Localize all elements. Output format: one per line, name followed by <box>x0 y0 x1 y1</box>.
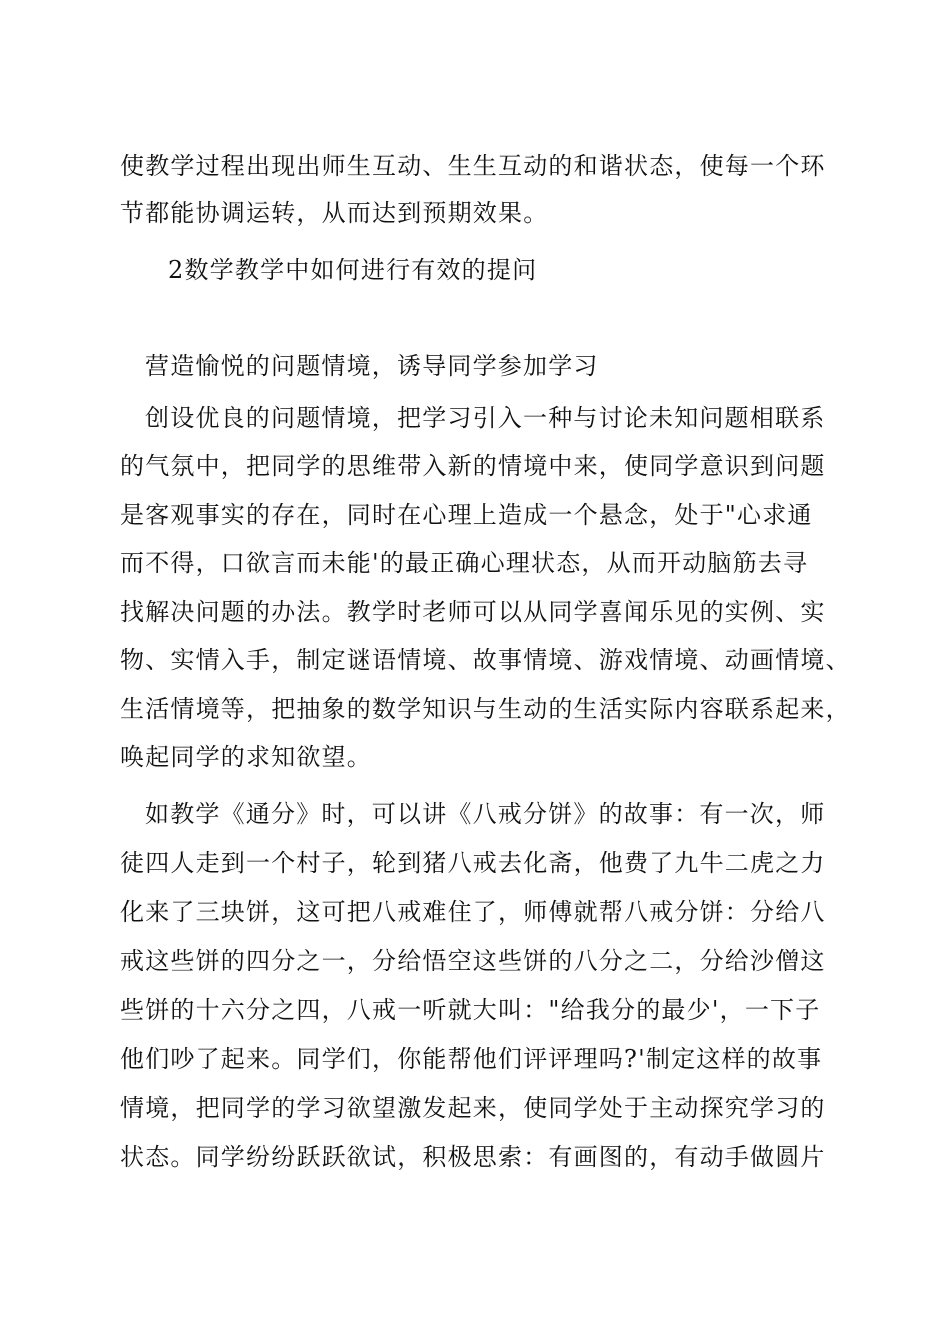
paragraph-2-line-6: 他们吵了起来。同学们，你能帮他们评评理吗?'制定这样的故事 <box>120 1045 823 1073</box>
paragraph-1-line-7: 生活情境等，把抽象的数学知识与生动的生活实际内容联系起来， <box>120 695 851 723</box>
paragraph-1-line-3: 是客观事实的存在，同时在心理上造成一个悬念，处于"心求通 <box>120 501 813 529</box>
paragraph-2-line-1: 如教学《通分》时，可以讲《八戒分饼》的故事：有一次，师 <box>145 800 826 828</box>
paragraph-2-line-2: 徒四人走到一个村子，轮到猪八戒去化斋，他费了九牛二虎之力 <box>120 849 826 877</box>
paragraph-1-line-4: 而不得，口欲言而未能'的最正确心理状态，从而开动脑筋去寻 <box>120 549 809 577</box>
intro-line-1: 使教学过程出现出师生互动、生生互动的和谐状态，使每一个环 <box>120 152 826 180</box>
paragraph-2-line-5: 些饼的十六分之四，八戒一听就大叫："给我分的最少'，一下子 <box>120 996 821 1024</box>
paragraph-2-line-7: 情境，把同学的学习欲望激发起来，使同学处于主动探究学习的 <box>120 1094 826 1122</box>
paragraph-1-line-8: 唤起同学的求知欲望。 <box>120 743 372 771</box>
paragraph-2-line-8: 状态。同学纷纷跃跃欲试，积极思索：有画图的，有动手做圆片 <box>120 1143 826 1171</box>
section-heading: 2数学教学中如何进行有效的提问 <box>168 256 538 284</box>
intro-line-2: 节都能协调运转，从而达到预期效果。 <box>120 199 549 227</box>
paragraph-2-line-3: 化来了三块饼，这可把八戒难住了，师傅就帮八戒分饼：分给八 <box>120 898 826 926</box>
paragraph-1-line-1: 创设优良的问题情境，把学习引入一种与讨论未知问题相联系 <box>145 404 826 432</box>
subheading: 营造愉悦的问题情境，诱导同学参加学习 <box>145 352 599 380</box>
paragraph-1-line-2: 的气氛中，把同学的思维带入新的情境中来，使同学意识到问题 <box>120 452 826 480</box>
paragraph-1-line-6: 物、实情入手，制定谜语情境、故事情境、游戏情境、动画情境、 <box>120 646 851 674</box>
paragraph-2-line-4: 戒这些饼的四分之一，分给悟空这些饼的八分之二，分给沙僧这 <box>120 947 826 975</box>
paragraph-1-line-5: 找解决问题的办法。教学时老师可以从同学喜闻乐见的实例、实 <box>120 598 826 626</box>
